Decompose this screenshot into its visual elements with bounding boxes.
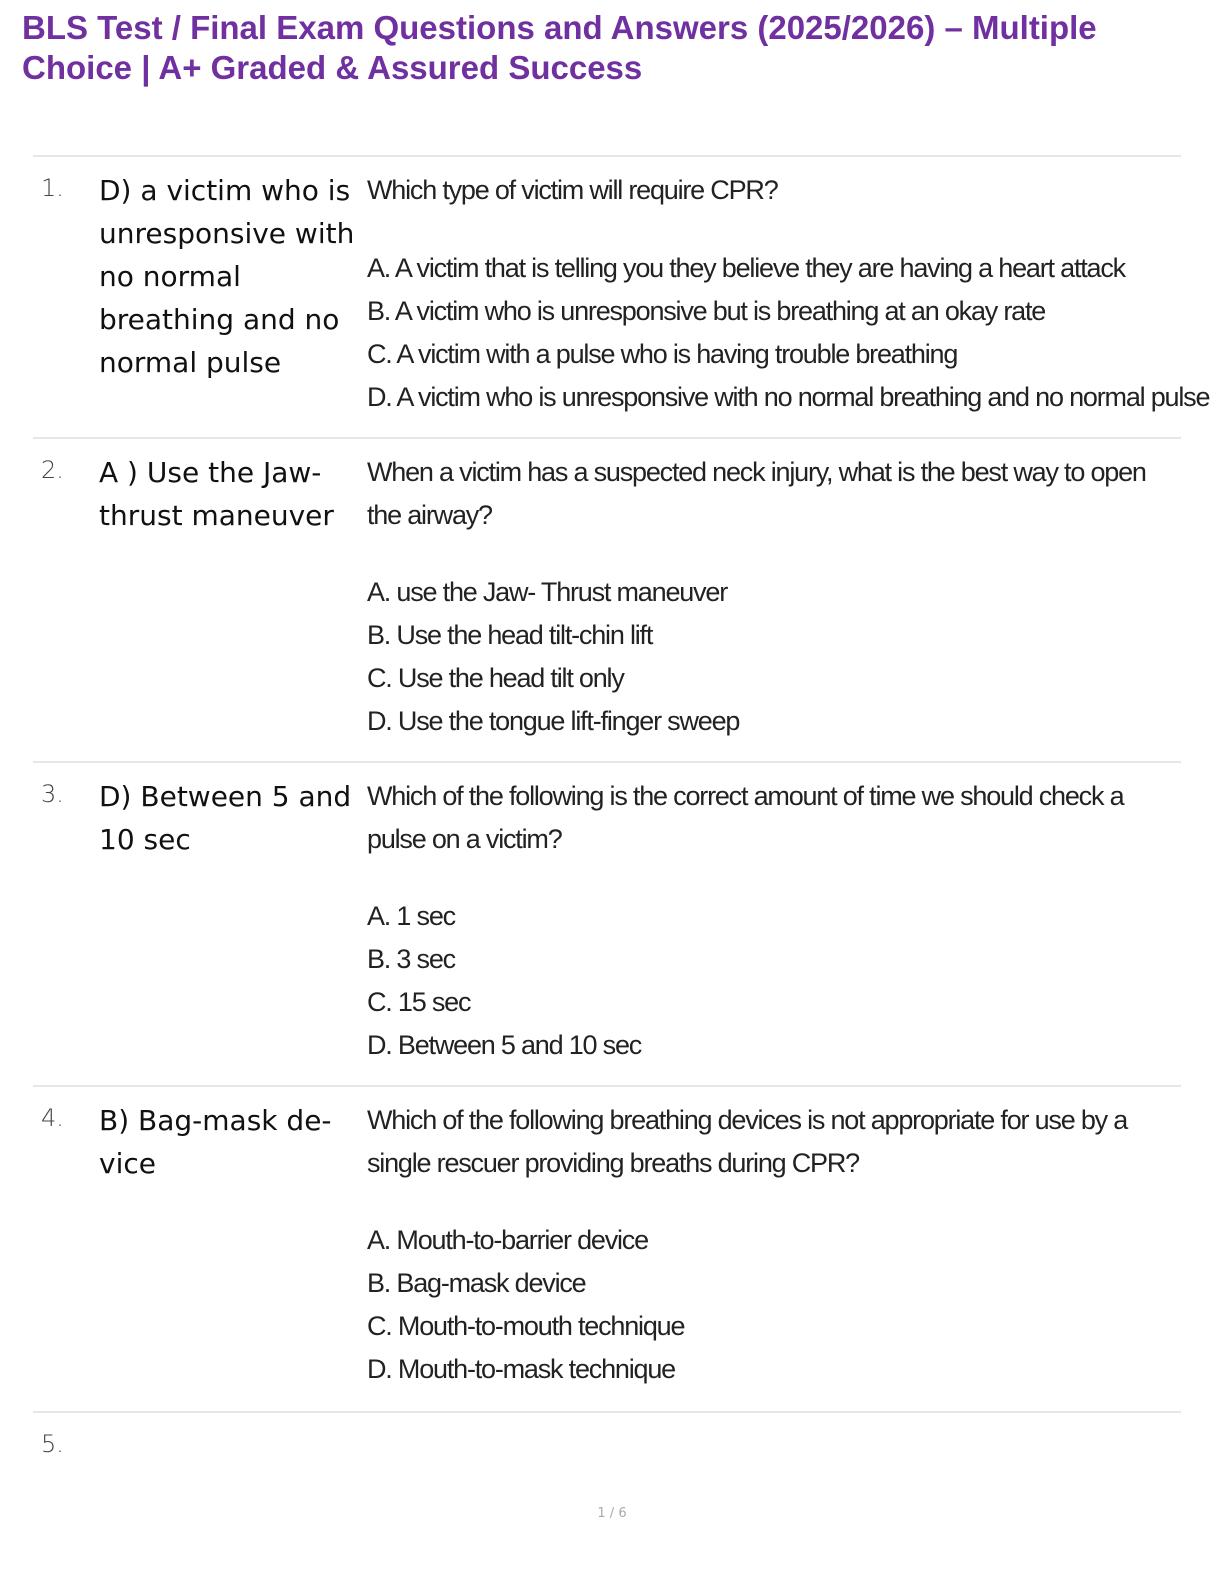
answer-text: D) a victim who is unresponsive with no normal breathing and no normal pulse (99, 174, 355, 379)
question-row-4 (33, 1085, 1181, 1411)
question-table (33, 155, 1210, 1473)
option-d: D. Between 5 and 10 sec (367, 1030, 642, 1060)
answer-text: A ) Use the Jaw-thrust maneuver (99, 456, 334, 532)
option-a: A. use the Jaw- Thrust maneuver (367, 577, 727, 607)
option-d: D. Mouth-to-mask technique (367, 1354, 675, 1384)
question-text: Which of the following breathing devices is not appropriate for use by a single rescuer providing breaths during CPR? (367, 1105, 1128, 1178)
question-text: Which of the following is the correct amount of time we should check a pulse on a victim? (367, 781, 1124, 854)
option-b: B. Use the head tilt-chin lift (367, 620, 653, 650)
question-text: When a victim has a suspected neck injury, what is the best way to open the airway? (367, 457, 1146, 530)
option-c: C. Use the head tilt only (367, 663, 624, 693)
option-b: B. Bag-mask device (367, 1268, 586, 1298)
option-d: D. A victim who is unresponsive with no normal breathing and no normal pulse (367, 382, 1210, 412)
option-a: A. Mouth-to-barrier device (367, 1225, 648, 1255)
question-number: 2. (41, 456, 64, 484)
page-indicator: 1 / 6 (597, 1506, 627, 1521)
option-c: C. Mouth-to-mouth technique (367, 1311, 685, 1341)
question-number: 1. (41, 174, 64, 202)
question-text: Which type of victim will require CPR? (367, 175, 778, 205)
question-row-3 (33, 761, 1181, 1085)
option-b: B. 3 sec (367, 944, 455, 974)
options-list (367, 571, 1177, 743)
question-row-2 (33, 437, 1181, 761)
options-list (367, 247, 1210, 419)
question-number: 4. (41, 1104, 64, 1132)
option-a: A. 1 sec (367, 901, 455, 931)
option-c: C. 15 sec (367, 987, 471, 1017)
options-list (367, 1219, 1177, 1391)
question-number: 3. (41, 780, 64, 808)
option-a: A. A victim that is telling you they believe they are having a heart attack (367, 253, 1125, 283)
question-number: 5. (41, 1430, 64, 1458)
document-title: BLS Test / Final Exam Questions and Answers (2025/2026) – Multiple Choice | A+ Graded & Assured Success (22, 9, 1097, 86)
option-c: C. A victim with a pulse who is having trouble breathing (367, 339, 958, 369)
answer-text: D) Between 5 and 10 sec (99, 780, 352, 856)
option-d: D. Use the tongue lift-finger sweep (367, 706, 740, 736)
options-list (367, 895, 1177, 1067)
question-row-1 (33, 155, 1210, 437)
option-b: B. A victim who is unresponsive but is breathing at an okay rate (367, 296, 1046, 326)
question-row-5 (33, 1411, 1181, 1473)
answer-text: B) Bag-mask de-vice (99, 1104, 332, 1180)
